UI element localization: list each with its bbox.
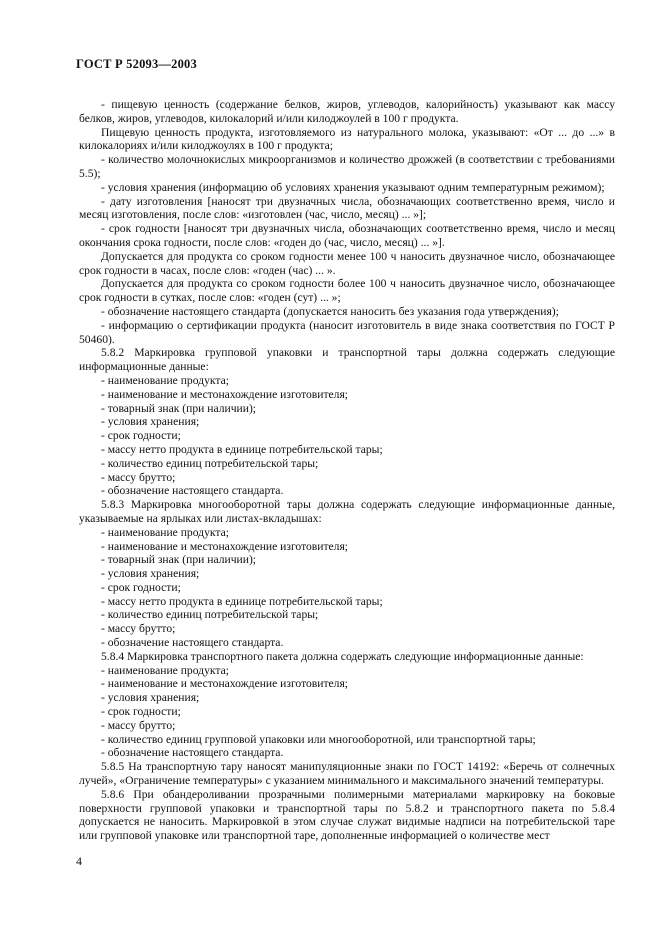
list-item: - количество единиц групповой упаковки или многооборотной, или транспортной тары; — [101, 732, 536, 746]
list-item: - наименование и местонахождение изготовителя; — [101, 387, 349, 401]
list-item: - условия хранения; — [101, 415, 200, 429]
standard-code-header: ГОСТ Р 52093—2003 — [76, 57, 197, 71]
paragraph: - обозначение настоящего стандарта (допускается наносить без указания года утверждения); — [101, 304, 559, 318]
paragraph: 5.8.6 При обандероливании прозрачными полимерными материалами маркировку на боковые поверхности групповой упаковки и транспортной тары по 5.8.2 и транспортного пакета по 5.8.4 допускается не наносить. Маркировкой в этом случае служат видимые надписи на потребительской таре или групповой упаковке или транспортной таре, дополненные информацией о количестве мест — [79, 787, 615, 843]
list-item: - обозначение настоящего стандарта. — [101, 746, 284, 760]
list-item: - условия хранения; — [101, 567, 200, 581]
paragraph: Допускается для продукта со сроком годности более 100 ч наносить двузначное число, обозначающее срок годности в сутках, после слов: «годен (сут) ... »; — [79, 277, 615, 305]
list-item: - товарный знак (при наличии); — [101, 553, 257, 567]
paragraph: - информацию о сертификации продукта (наносит изготовитель в виде знака соответствия по ГОСТ Р 50460). — [79, 318, 615, 346]
paragraph: - количество молочнокислых микроорганизмов и количество дрожжей (в соответствии с требованиями 5.5); — [79, 153, 615, 180]
list-item: - массу нетто продукта в единице потребительской тары; — [101, 594, 383, 608]
list-item: - массу брутто; — [101, 622, 176, 636]
paragraph: 5.8.2 Маркировка групповой упаковки и транспортной тары должна содержать следующие информационные данные: — [79, 346, 615, 374]
paragraph: - условия хранения (информацию об условиях хранения указывают одним температурным режимом); — [101, 180, 605, 194]
list-item: - срок годности; — [101, 705, 181, 719]
paragraph: 5.8.3 Маркировка многооборотной тары должна содержать следующие информационные данные, указываемые на ярлыках или листах-вкладышах: — [79, 498, 615, 525]
list-item: - обозначение настоящего стандарта. — [101, 484, 284, 498]
paragraph: Допускается для продукта со сроком годности менее 100 ч наносить двузначное число, обозначающее срок годности в часах, после слов: «годен (час) ... ». — [79, 249, 615, 277]
paragraph: - пищевую ценность (содержание белков, жиров, углеводов, калорийность) указывают как массу белков, жиров, углеводов, килокалорий и/или килоджоулей в 100 г продукта. — [79, 98, 615, 125]
list-item: - условия хранения; — [101, 691, 200, 705]
paragraph: - срок годности [наносят три двузначных числа, обозначающих соответственно время, число и месяц окончания срока годности, после слов: «годен до (час, число, месяц) ... »]. — [79, 222, 615, 249]
paragraph: - дату изготовления [наносят три двузначных числа, обозначающих соответственно время, число и месяц изготовления, после слов: «изготовлен (час, число, месяц) ... »]; — [79, 194, 615, 222]
list-item: - наименование и местонахождение изготовителя; — [101, 677, 349, 691]
list-item: - количество единиц потребительской тары; — [101, 608, 319, 622]
page-number: 4 — [76, 854, 82, 868]
list-item: - наименование продукта; — [101, 373, 229, 387]
list-item: - массу нетто продукта в единице потребительской тары; — [101, 442, 383, 456]
list-item: - товарный знак (при наличии); — [101, 401, 257, 415]
list-item: - массу брутто; — [101, 718, 176, 732]
list-item: - наименование и местонахождение изготовителя; — [101, 539, 349, 553]
list-item: - количество единиц потребительской тары; — [101, 456, 319, 470]
list-item: - массу брутто; — [101, 470, 176, 484]
list-item: - обозначение настоящего стандарта. — [101, 636, 284, 650]
list-item: - наименование продукта; — [101, 525, 229, 539]
list-item: - срок годности; — [101, 580, 181, 594]
document-body — [79, 98, 615, 843]
list-item: - срок годности; — [101, 429, 181, 443]
paragraph: 5.8.4 Маркировка транспортного пакета должна содержать следующие информационные данные: — [101, 649, 584, 663]
list-item: - наименование продукта; — [101, 663, 229, 677]
paragraph: Пищевую ценность продукта, изготовляемого из натурального молока, указывают: «От ... до ...» в килокалориях и/или килоджоулях в 100 г продукта; — [79, 125, 615, 153]
paragraph: 5.8.5 На транспортную тару наносят манипуляционные знаки по ГОСТ 14192: «Беречь от солнечных лучей», «Ограничение температуры» с указанием минимального и максимального значений температуры. — [79, 760, 615, 788]
